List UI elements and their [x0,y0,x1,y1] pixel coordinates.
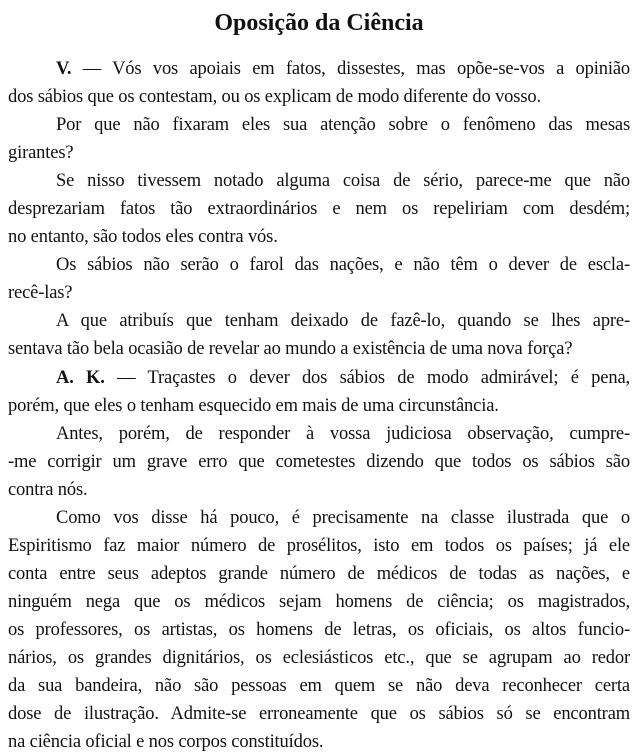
paragraph-line [8,279,630,307]
paragraph-line [8,335,630,363]
line-text: — Traçastes o dever dos sábios de modo admirável; é pena, [104,367,630,388]
line-text: na ciência oficial e nos corpos constituídos. [8,732,324,753]
paragraph-line [8,55,630,83]
paragraph-line [8,111,630,139]
line-text: -me corrigir um grave erro que cometestes dizendo que todos os sábios são [8,451,630,472]
line-text: Espiritismo faz maior número de prosélitos, isto em todos os países; já ele [8,535,630,556]
paragraph-line [8,251,630,279]
paragraph-line [8,307,630,335]
paragraph-line [8,364,630,392]
line-text: os professores, os artistas, os homens de letras, os oficiais, os altos funcio- [8,619,630,640]
speaker-label: V. [56,59,72,79]
paragraph-line [8,616,630,644]
paragraph-line [8,644,630,672]
line-text: no entanto, são todos eles contra vós. [8,227,278,248]
line-text: desprezariam fatos tão extraordinários e nem os repeliriam com desdém; [8,199,630,220]
paragraph-line [8,504,630,532]
line-text: dos sábios que os contestam, ou os explicam de modo diferente do vosso. [8,87,541,108]
paragraph-line [8,532,630,560]
paragraph-line [8,83,630,111]
line-text: dose de ilustração. Admite-se erroneamente que os sábios só se encontram [8,704,630,725]
line-text: Como vos disse há pouco, é precisamente na classe ilustrada que o [56,507,630,528]
paragraph-line [8,139,630,167]
line-text: ninguém nega que os médicos sejam homens de ciência; os magistrados, [8,591,630,612]
line-text: recê-las? [8,283,73,304]
paragraph-line [8,223,630,251]
paragraph-line [8,420,630,448]
line-text: Se nisso tivessem notado alguma coisa de sério, parece-me que não [56,171,630,192]
line-text: Antes, porém, de responder à vossa judiciosa observação, cumpre- [56,423,630,444]
line-text: da sua bandeira, não são pessoas em quem se não deva reconhecer certa [8,676,630,697]
line-text: Por que não fixaram eles sua atenção sobre o fenômeno das mesas [56,115,630,136]
line-text: Os sábios não serão o farol das nações, e não têm o dever de escla- [56,255,630,276]
paragraph-line [8,195,630,223]
paragraph-line [8,588,630,616]
paragraph-line [8,672,630,700]
paragraph-line [8,560,630,588]
line-text: contra nós. [8,479,88,500]
page-title: Oposição da Ciência [214,10,424,36]
line-text: conta entre seus adeptos grande número de médicos de todas as nações, e [8,563,630,584]
paragraph-line [8,476,630,504]
paragraph-line [8,700,630,728]
line-text: nários, os grandes dignitários, os eclesiásticos etc., que se agrupam ao redor [8,647,630,668]
body-text [8,55,630,756]
speaker-label: A. K. [56,367,105,388]
line-text: porém, que eles o tenham esquecido em mais de uma circunstância. [8,395,499,416]
line-text: — Vós vos apoiais em fatos, dissestes, mas opõe-se-vos a opinião [71,59,630,79]
line-text: sentava tão bela ocasião de revelar ao mundo a existência de uma nova força? [8,339,573,360]
paragraph-line [8,167,630,195]
line-text: girantes? [8,143,74,164]
paragraph-line [8,392,630,420]
line-text: A que atribuís que tenham deixado de fazê-lo, quando se lhes apre- [56,311,630,332]
paragraph-line [8,448,630,476]
